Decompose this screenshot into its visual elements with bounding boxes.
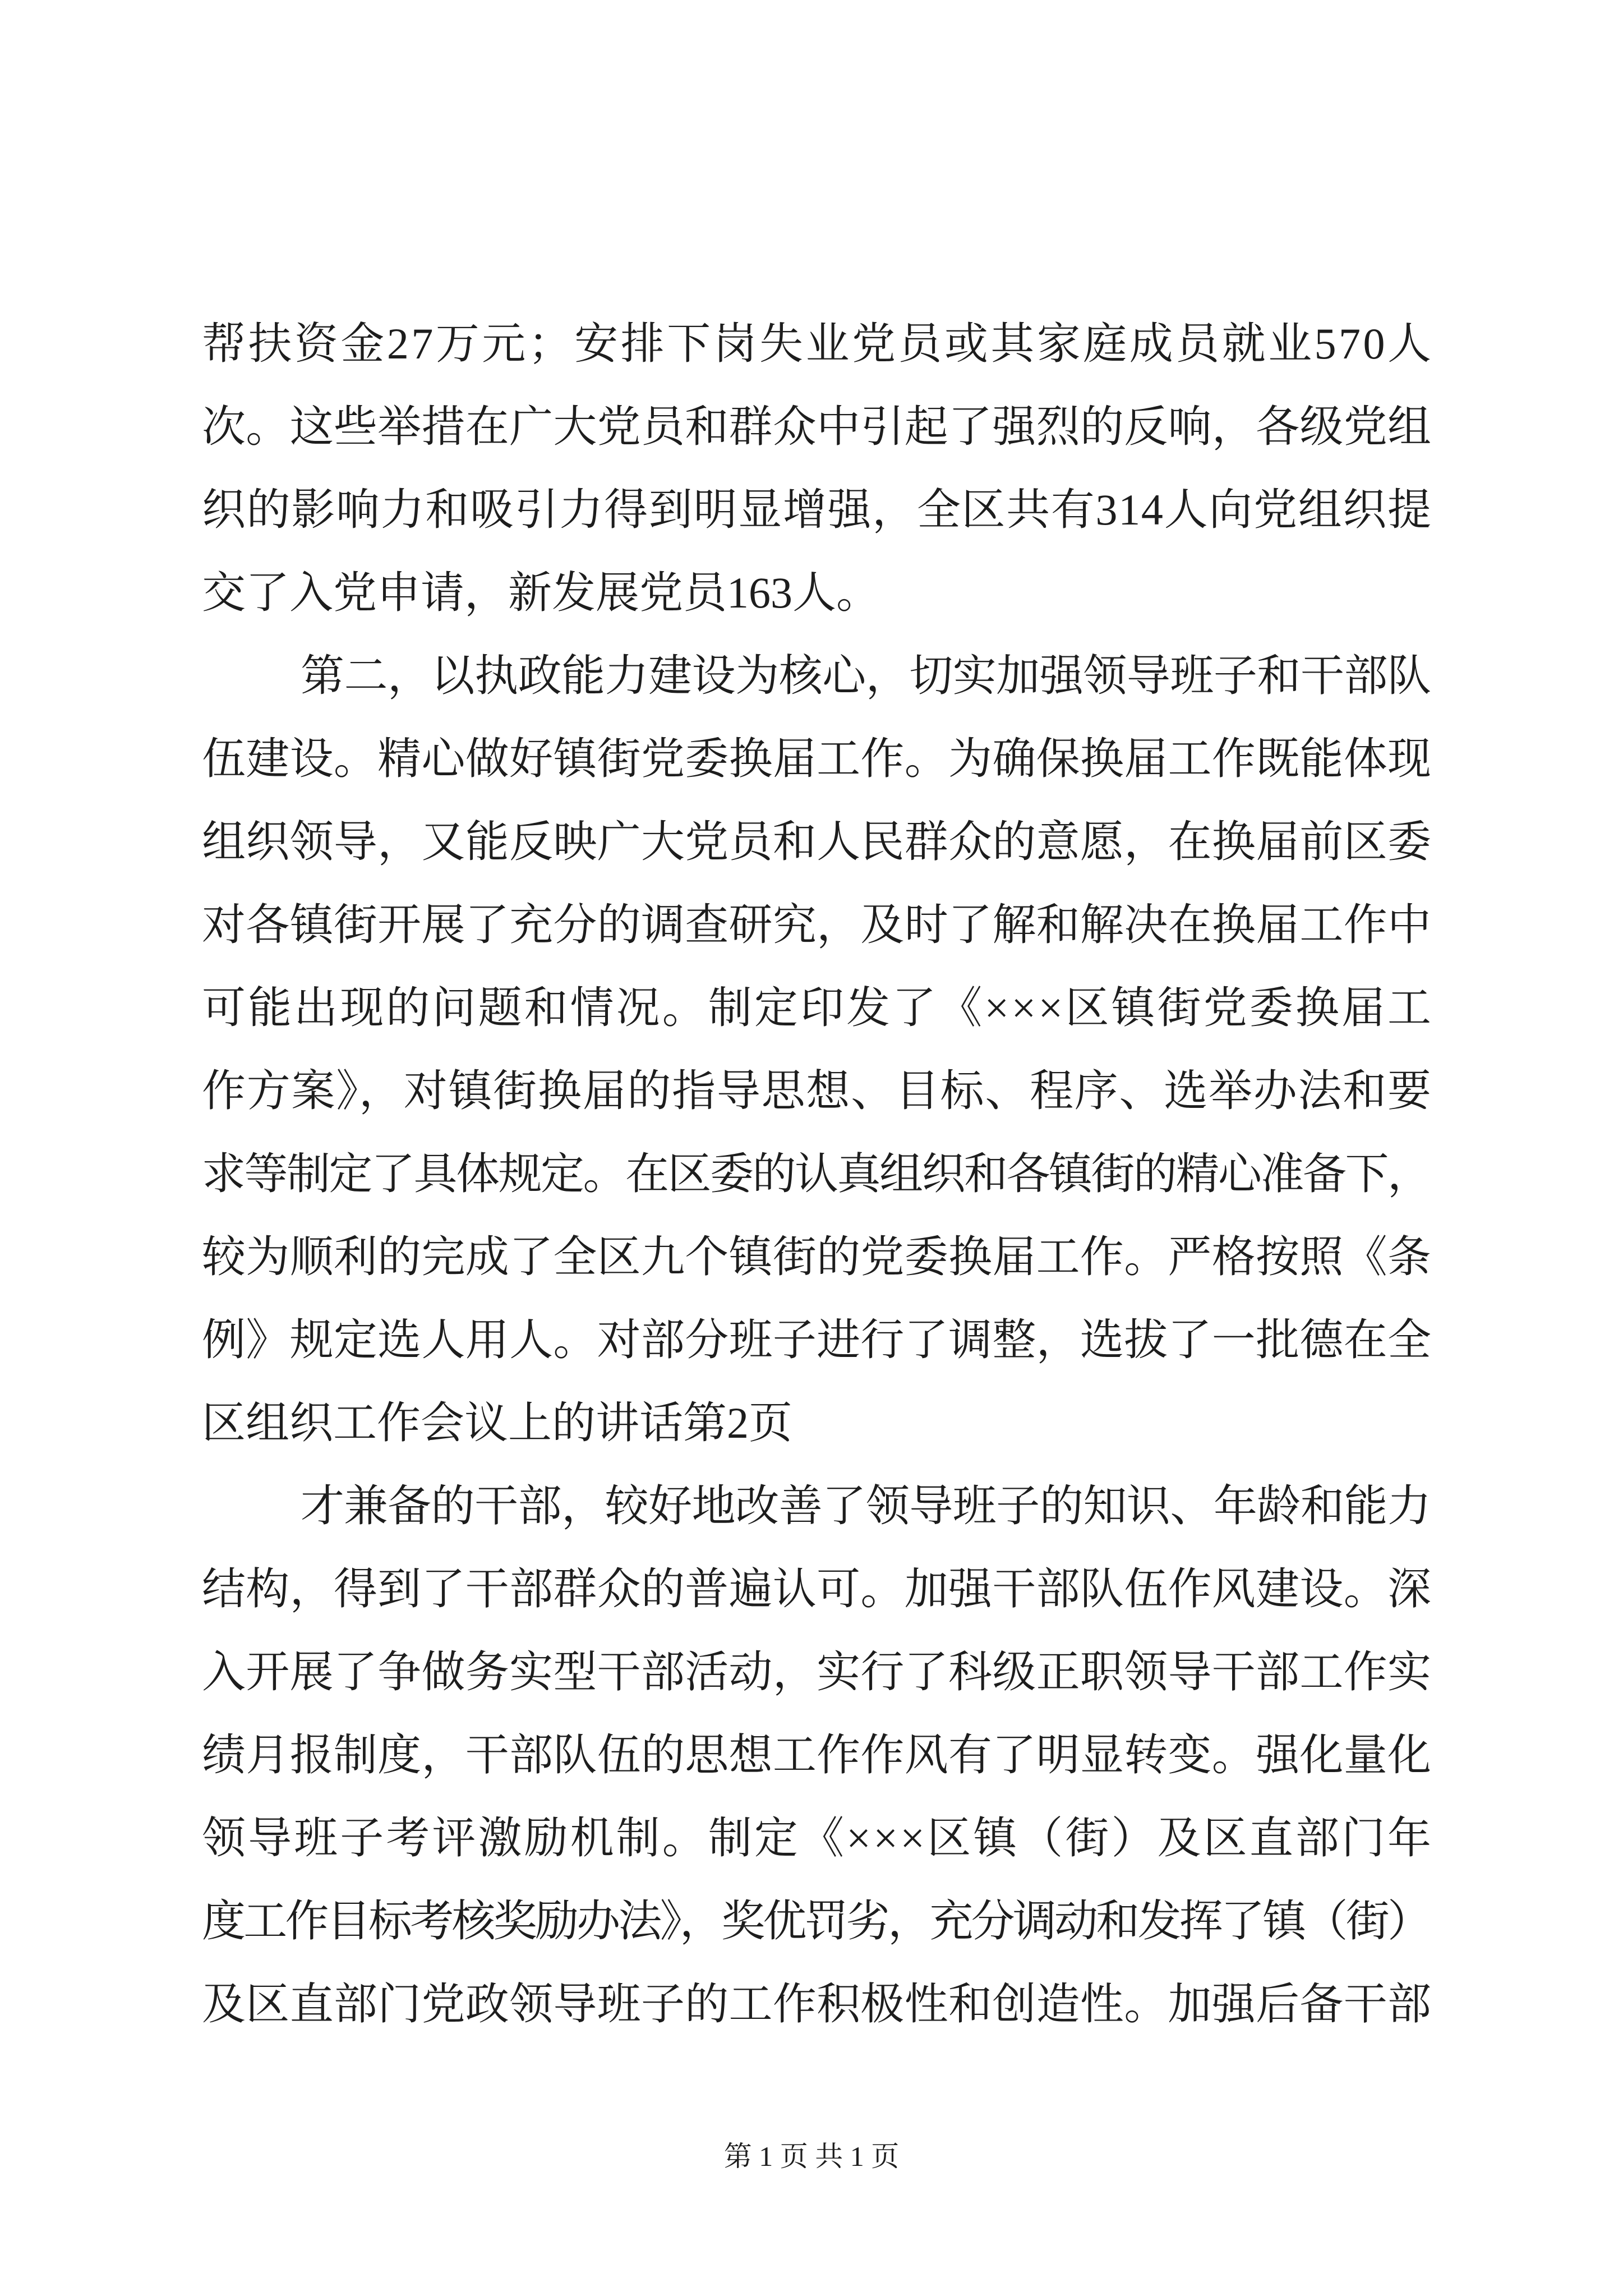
paragraph — [202, 302, 1434, 634]
paragraph — [202, 1465, 1434, 2046]
text-line: 绩月报制度，干部队伍的思想工作作风有了明显转变。强化量化 — [202, 1731, 1432, 1779]
text-line: 帮扶资金27万元；安排下岗失业党员或其家庭成员就业570人 — [202, 319, 1434, 368]
text-line: 区组织工作会议上的讲话第2页 — [202, 1398, 793, 1447]
text-line: 及区直部门党政领导班子的工作积极性和创造性。加强后备干部 — [202, 1980, 1432, 2028]
page-number-label: 第 1 页 共 1 页 — [723, 2141, 900, 2172]
text-line: 求等制定了具体规定。在区委的认真组织和各镇街的精心准备下， — [202, 1149, 1430, 1198]
text-line: 对各镇街开展了充分的调查研究，及时了解和解决在换届工作中 — [202, 900, 1432, 949]
text-line: 第二，以执政能力建设为核心，切实加强领导班子和干部队 — [301, 651, 1431, 700]
text-line: 伍建设。精心做好镇街党委换届工作。为确保换届工作既能体现 — [202, 734, 1432, 783]
page-footer — [0, 2139, 1623, 2173]
text-line: 作方案》，对镇街换届的指导思想、目标、程序、选举办法和要 — [202, 1066, 1432, 1115]
text-line: 组织领导，又能反映广大党员和人民群众的意愿，在换届前区委 — [202, 817, 1432, 866]
text-line: 织的影响力和吸引力得到明显增强，全区共有314人向党组织提 — [202, 485, 1432, 534]
text-line: 交了入党申请，新发展党员163人。 — [202, 568, 880, 617]
text-line: 领导班子考评激励机制。制定《×××区镇（街）及区直部门年 — [202, 1814, 1434, 1862]
text-line: 度工作目标考核奖励办法》，奖优罚劣，充分调动和发挥了镇（街） — [202, 1897, 1430, 1945]
paragraph — [202, 634, 1434, 1465]
document-body — [202, 302, 1434, 2046]
text-line: 较为顺利的完成了全区九个镇街的党委换届工作。严格按照《条 — [202, 1232, 1432, 1281]
text-line: 结构，得到了干部群众的普遍认可。加强干部队伍作风建设。深 — [202, 1565, 1432, 1613]
text-line: 例》规定选人用人。对部分班子进行了调整，选拔了一批德在全 — [202, 1315, 1432, 1364]
text-line: 可能出现的问题和情况。制定印发了《×××区镇街党委换届工 — [202, 983, 1434, 1032]
text-line: 入开展了争做务实型干部活动，实行了科级正职领导干部工作实 — [202, 1648, 1432, 1696]
text-line: 才兼备的干部，较好地改善了领导班子的知识、年龄和能力 — [301, 1481, 1431, 1530]
text-line: 次。这些举措在广大党员和群众中引起了强烈的反响，各级党组 — [202, 402, 1432, 451]
